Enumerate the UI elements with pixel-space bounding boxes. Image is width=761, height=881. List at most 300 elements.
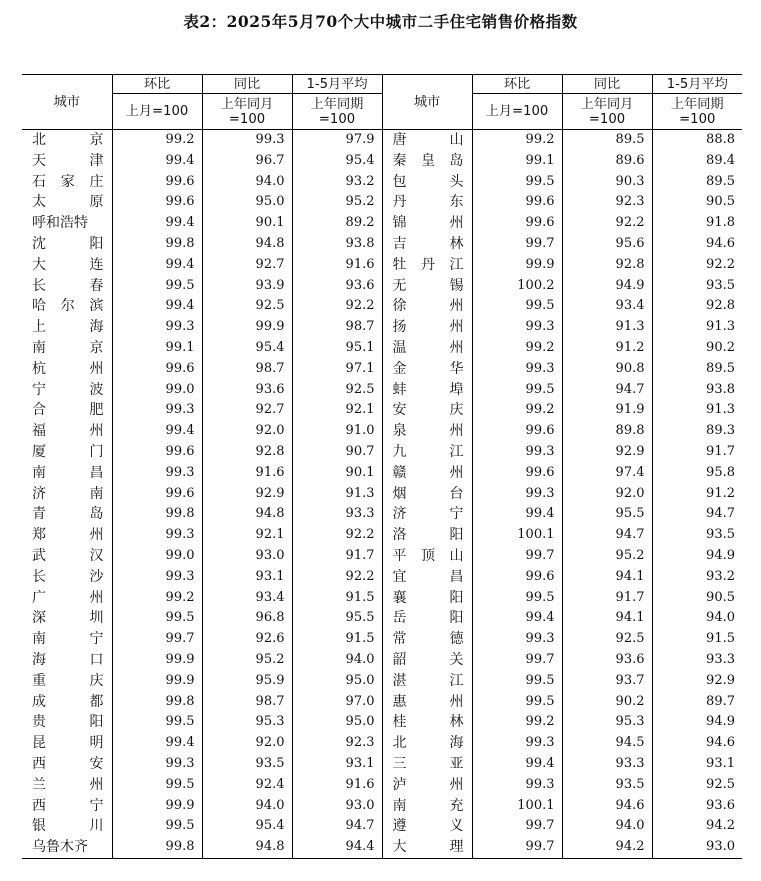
city-name-cell: 天 津	[32, 152, 104, 169]
table-row	[22, 525, 742, 546]
mom-index-cell: 99.3	[112, 400, 202, 421]
avg-index-cell: 94.4	[292, 837, 382, 858]
city-name-cell: 韶 关	[382, 650, 472, 671]
avg-index-cell: 89.2	[292, 213, 382, 234]
yoy-index-cell: 93.5	[562, 775, 652, 796]
table-row	[22, 692, 742, 713]
city-name-cell: 广 州	[32, 589, 104, 606]
yoy-index-cell: 89.5	[562, 130, 652, 151]
table-row	[22, 608, 742, 629]
table-row	[22, 192, 742, 213]
city-name-cell: 武 汉	[32, 547, 104, 564]
yoy-index-cell: 96.8	[202, 608, 292, 629]
avg-index-cell: 97.1	[292, 359, 382, 380]
city-name-cell: 九 江	[382, 442, 472, 463]
city-name-cell: 遵 义	[382, 816, 472, 837]
avg-index-cell: 93.0	[292, 796, 382, 817]
city-name-cell: 大 理	[382, 837, 472, 858]
avg-index-cell: 91.3	[652, 400, 742, 421]
city-name-cell: 无 锡	[382, 276, 472, 297]
mom-index-cell: 99.4	[112, 255, 202, 276]
mom-index-cell: 99.9	[112, 650, 202, 671]
yoy-index-cell: 95.9	[202, 671, 292, 692]
avg-index-cell: 93.1	[652, 754, 742, 775]
mom-index-cell: 99.4	[112, 733, 202, 754]
city-name-cell: 长 春	[32, 277, 104, 294]
avg-index-cell: 91.5	[292, 629, 382, 650]
avg-index-cell: 91.8	[652, 213, 742, 234]
mom-index-cell: 99.5	[472, 692, 562, 713]
mom-index-cell: 99.2	[472, 338, 562, 359]
yoy-index-cell: 95.4	[202, 816, 292, 837]
avg-index-cell: 95.4	[292, 151, 382, 172]
avg-index-cell: 91.7	[652, 442, 742, 463]
yoy-index-cell: 92.9	[202, 484, 292, 505]
yoy-index-cell: 92.5	[562, 629, 652, 650]
mom-index-cell: 99.3	[112, 463, 202, 484]
yoy-index-cell: 92.5	[202, 296, 292, 317]
yoy-index-cell: 94.7	[562, 525, 652, 546]
city-name-cell: 太 原	[32, 194, 104, 211]
yoy-index-cell: 92.0	[202, 421, 292, 442]
yoy-index-cell: 95.2	[202, 650, 292, 671]
avg-index-cell: 91.7	[292, 546, 382, 567]
header-yoy-base-right: 上年同月 =100	[562, 94, 652, 130]
mom-index-cell: 99.9	[472, 255, 562, 276]
avg-index-cell: 95.8	[652, 463, 742, 484]
avg-index-cell: 95.5	[292, 608, 382, 629]
yoy-index-cell: 90.3	[562, 172, 652, 193]
city-name-cell: 宁 波	[32, 381, 104, 398]
avg-index-cell: 89.5	[652, 172, 742, 193]
avg-index-cell: 93.8	[652, 380, 742, 401]
city-name-cell: 福 州	[32, 423, 104, 440]
avg-index-cell: 89.5	[652, 359, 742, 380]
yoy-index-cell: 94.8	[202, 234, 292, 255]
avg-index-cell: 93.5	[652, 525, 742, 546]
mom-index-cell: 99.2	[112, 130, 202, 151]
table-row	[22, 317, 742, 338]
avg-index-cell: 97.0	[292, 692, 382, 713]
avg-index-cell: 91.6	[292, 775, 382, 796]
table-row	[22, 276, 742, 297]
avg-index-cell: 93.3	[292, 504, 382, 525]
avg-index-cell: 94.0	[292, 650, 382, 671]
city-name-cell: 南 昌	[32, 464, 104, 481]
mom-index-cell: 99.1	[112, 338, 202, 359]
mom-index-cell: 99.6	[472, 213, 562, 234]
yoy-index-cell: 92.7	[202, 255, 292, 276]
city-name-cell: 北 京	[32, 132, 104, 148]
city-name-cell: 扬 州	[382, 317, 472, 338]
city-name-cell: 平 顶 山	[382, 546, 472, 567]
header-mom-left: 环比	[112, 75, 202, 94]
mom-index-cell: 99.2	[472, 400, 562, 421]
yoy-index-cell: 94.2	[562, 837, 652, 858]
header-mom-base-right: 上月=100	[472, 94, 562, 130]
avg-index-cell: 93.2	[652, 567, 742, 588]
table-row	[22, 255, 742, 276]
avg-index-cell: 91.3	[652, 317, 742, 338]
mom-index-cell: 99.5	[472, 172, 562, 193]
city-name-cell: 石 家 庄	[32, 173, 104, 190]
table-row	[22, 754, 742, 775]
city-name-cell: 襄 阳	[382, 588, 472, 609]
table-row	[22, 484, 742, 505]
city-name-cell: 宜 昌	[382, 567, 472, 588]
mom-index-cell: 99.8	[112, 837, 202, 858]
mom-index-cell: 99.3	[112, 317, 202, 338]
avg-index-cell: 90.5	[652, 192, 742, 213]
avg-index-cell: 89.7	[652, 692, 742, 713]
city-name-cell: 济 宁	[382, 504, 472, 525]
yoy-index-cell: 93.9	[202, 276, 292, 297]
mom-index-cell: 99.0	[112, 380, 202, 401]
table-row	[22, 671, 742, 692]
avg-index-cell: 91.5	[652, 629, 742, 650]
city-name-cell: 哈 尔 滨	[32, 298, 104, 315]
table-row	[22, 213, 742, 234]
mom-index-cell: 99.7	[472, 234, 562, 255]
yoy-index-cell: 92.1	[202, 525, 292, 546]
yoy-index-cell: 95.2	[562, 546, 652, 567]
table-row	[22, 712, 742, 733]
avg-index-cell: 92.5	[652, 775, 742, 796]
avg-index-cell: 94.9	[652, 712, 742, 733]
mom-index-cell: 99.3	[112, 525, 202, 546]
avg-index-cell: 94.7	[292, 816, 382, 837]
avg-index-cell: 93.8	[292, 234, 382, 255]
yoy-index-cell: 93.4	[562, 296, 652, 317]
city-name-cell: 银 川	[32, 818, 104, 835]
city-name-cell: 成 都	[32, 693, 104, 710]
yoy-index-cell: 93.6	[202, 380, 292, 401]
avg-index-cell: 89.3	[652, 421, 742, 442]
city-name-cell: 洛 阳	[382, 525, 472, 546]
table-row	[22, 796, 742, 817]
table-row	[22, 400, 742, 421]
yoy-index-cell: 90.8	[562, 359, 652, 380]
yoy-index-cell: 94.8	[202, 504, 292, 525]
yoy-index-cell: 93.1	[202, 567, 292, 588]
avg-index-cell: 94.6	[652, 733, 742, 754]
mom-index-cell: 99.4	[112, 296, 202, 317]
mom-index-cell: 99.0	[112, 546, 202, 567]
city-name-cell: 沈 阳	[32, 235, 104, 252]
mom-index-cell: 99.4	[112, 151, 202, 172]
mom-index-cell: 99.3	[472, 359, 562, 380]
city-name-cell: 西 宁	[32, 797, 104, 814]
mom-index-cell: 99.3	[472, 733, 562, 754]
yoy-index-cell: 96.7	[202, 151, 292, 172]
mom-index-cell: 99.3	[112, 754, 202, 775]
city-name-cell: 长 沙	[32, 568, 104, 585]
mom-index-cell: 99.7	[112, 629, 202, 650]
avg-index-cell: 92.2	[292, 296, 382, 317]
mom-index-cell: 99.3	[472, 442, 562, 463]
table-row	[22, 837, 742, 858]
city-name-cell: 南 京	[32, 339, 104, 356]
yoy-index-cell: 94.6	[562, 796, 652, 817]
yoy-index-cell: 98.7	[202, 692, 292, 713]
yoy-index-cell: 97.4	[562, 463, 652, 484]
avg-index-cell: 92.9	[652, 671, 742, 692]
price-index-table	[22, 74, 742, 859]
yoy-index-cell: 94.0	[562, 816, 652, 837]
mom-index-cell: 99.8	[112, 234, 202, 255]
mom-index-cell: 99.6	[112, 172, 202, 193]
yoy-index-cell: 99.9	[202, 317, 292, 338]
mom-index-cell: 99.3	[472, 775, 562, 796]
mom-index-cell: 99.7	[472, 546, 562, 567]
header-city-right: 城市	[382, 75, 472, 130]
city-name-cell: 杭 州	[32, 360, 104, 377]
avg-index-cell: 92.8	[652, 296, 742, 317]
table-row	[22, 359, 742, 380]
mom-index-cell: 99.6	[472, 421, 562, 442]
city-name-cell: 贵 阳	[32, 714, 104, 731]
mom-index-cell: 99.3	[472, 484, 562, 505]
mom-index-cell: 99.6	[112, 359, 202, 380]
avg-index-cell: 95.2	[292, 192, 382, 213]
yoy-index-cell: 95.0	[202, 192, 292, 213]
mom-index-cell: 99.6	[472, 567, 562, 588]
yoy-index-cell: 90.1	[202, 213, 292, 234]
city-name-cell: 金 华	[382, 359, 472, 380]
table-row	[22, 151, 742, 172]
yoy-index-cell: 94.7	[562, 380, 652, 401]
city-name-cell: 包 头	[382, 172, 472, 193]
avg-index-cell: 93.0	[652, 837, 742, 858]
table-row	[22, 588, 742, 609]
mom-index-cell: 99.3	[472, 629, 562, 650]
mom-index-cell: 99.7	[472, 650, 562, 671]
mom-index-cell: 99.4	[472, 504, 562, 525]
avg-index-cell: 89.4	[652, 151, 742, 172]
avg-index-cell: 93.6	[292, 276, 382, 297]
mom-index-cell: 99.5	[472, 588, 562, 609]
avg-index-cell: 97.9	[292, 130, 382, 151]
yoy-index-cell: 92.0	[562, 484, 652, 505]
yoy-index-cell: 91.7	[562, 588, 652, 609]
mom-index-cell: 99.5	[112, 276, 202, 297]
avg-index-cell: 95.0	[292, 712, 382, 733]
avg-index-cell: 93.5	[652, 276, 742, 297]
yoy-index-cell: 89.8	[562, 421, 652, 442]
mom-index-cell: 99.1	[472, 151, 562, 172]
yoy-index-cell: 95.6	[562, 234, 652, 255]
city-name-cell: 牡 丹 江	[382, 255, 472, 276]
avg-index-cell: 98.7	[292, 317, 382, 338]
avg-index-cell: 92.2	[292, 567, 382, 588]
city-name-cell: 厦 门	[32, 443, 104, 460]
header-yoy-base-left: 上年同月 =100	[202, 94, 292, 130]
mom-index-cell: 99.5	[112, 775, 202, 796]
table-row	[22, 504, 742, 525]
avg-index-cell: 90.1	[292, 463, 382, 484]
mom-index-cell: 99.6	[112, 484, 202, 505]
city-name-cell: 赣 州	[382, 463, 472, 484]
yoy-index-cell: 95.3	[562, 712, 652, 733]
avg-index-cell: 92.2	[652, 255, 742, 276]
yoy-index-cell: 92.9	[562, 442, 652, 463]
avg-index-cell: 91.0	[292, 421, 382, 442]
yoy-index-cell: 92.3	[562, 192, 652, 213]
mom-index-cell: 100.1	[472, 796, 562, 817]
yoy-index-cell: 92.6	[202, 629, 292, 650]
city-name-cell: 岳 阳	[382, 608, 472, 629]
yoy-index-cell: 89.6	[562, 151, 652, 172]
table-row	[22, 733, 742, 754]
avg-index-cell: 92.2	[292, 525, 382, 546]
table-row	[22, 442, 742, 463]
header-avg-base-left: 上年同期 =100	[292, 94, 382, 130]
table-row	[22, 816, 742, 837]
city-name-cell: 锦 州	[382, 213, 472, 234]
city-name-cell: 泉 州	[382, 421, 472, 442]
avg-index-cell: 91.3	[292, 484, 382, 505]
yoy-index-cell: 93.5	[202, 754, 292, 775]
city-name-cell: 郑 州	[32, 527, 104, 544]
yoy-index-cell: 94.1	[562, 567, 652, 588]
header-yoy-left: 同比	[202, 75, 292, 94]
mom-index-cell: 99.4	[472, 754, 562, 775]
table-row	[22, 130, 742, 151]
city-name-cell: 常 德	[382, 629, 472, 650]
mom-index-cell: 99.6	[472, 192, 562, 213]
yoy-index-cell: 92.4	[202, 775, 292, 796]
city-name-cell: 合 肥	[32, 402, 104, 419]
city-name-cell: 深 圳	[32, 610, 104, 627]
mom-index-cell: 99.3	[112, 567, 202, 588]
table-row	[22, 172, 742, 193]
avg-index-cell: 90.5	[652, 588, 742, 609]
table-row	[22, 380, 742, 401]
city-name-cell: 湛 江	[382, 671, 472, 692]
city-name-cell: 丹 东	[382, 192, 472, 213]
table-row	[22, 338, 742, 359]
city-name-cell: 海 口	[32, 651, 104, 668]
mom-index-cell: 99.7	[472, 816, 562, 837]
city-name-cell: 兰 州	[32, 776, 104, 793]
header-city-left: 城市	[53, 94, 80, 110]
avg-index-cell: 94.7	[652, 504, 742, 525]
avg-index-cell: 92.5	[292, 380, 382, 401]
mom-index-cell: 99.2	[112, 588, 202, 609]
mom-index-cell: 99.5	[112, 608, 202, 629]
avg-index-cell: 92.3	[292, 733, 382, 754]
yoy-index-cell: 98.7	[202, 359, 292, 380]
city-name-cell: 大 连	[32, 256, 104, 273]
yoy-index-cell: 94.1	[562, 608, 652, 629]
yoy-index-cell: 95.4	[202, 338, 292, 359]
table-row	[22, 296, 742, 317]
yoy-index-cell: 90.2	[562, 692, 652, 713]
yoy-index-cell: 92.8	[202, 442, 292, 463]
mom-index-cell: 100.1	[472, 525, 562, 546]
yoy-index-cell: 91.9	[562, 400, 652, 421]
avg-index-cell: 94.0	[652, 608, 742, 629]
city-name-cell: 呼和浩特	[32, 215, 88, 232]
city-name-cell: 吉 林	[382, 234, 472, 255]
city-name-cell: 青 岛	[32, 506, 104, 523]
avg-index-cell: 95.1	[292, 338, 382, 359]
yoy-index-cell: 91.2	[562, 338, 652, 359]
header-yoy-right: 同比	[562, 75, 652, 94]
mom-index-cell: 99.2	[472, 712, 562, 733]
mom-index-cell: 99.9	[112, 671, 202, 692]
mom-index-cell: 99.6	[472, 463, 562, 484]
yoy-index-cell: 94.0	[202, 796, 292, 817]
avg-index-cell: 94.9	[652, 546, 742, 567]
city-name-cell: 温 州	[382, 338, 472, 359]
yoy-index-cell: 95.5	[562, 504, 652, 525]
yoy-index-cell: 91.6	[202, 463, 292, 484]
header-avg-left: 1-5月平均	[292, 75, 382, 94]
city-name-cell: 烟 台	[382, 484, 472, 505]
mom-index-cell: 99.8	[112, 504, 202, 525]
avg-index-cell: 94.6	[652, 234, 742, 255]
avg-index-cell: 88.8	[652, 130, 742, 151]
header-mom-right: 环比	[472, 75, 562, 94]
yoy-index-cell: 91.3	[562, 317, 652, 338]
avg-index-cell: 93.1	[292, 754, 382, 775]
avg-index-cell: 93.2	[292, 172, 382, 193]
table-row	[22, 421, 742, 442]
yoy-index-cell: 93.3	[562, 754, 652, 775]
avg-index-cell: 93.6	[652, 796, 742, 817]
city-name-cell: 唐 山	[382, 130, 472, 151]
city-name-cell: 乌鲁木齐	[32, 839, 88, 856]
mom-index-cell: 99.5	[472, 671, 562, 692]
header-avg-right: 1-5月平均	[652, 75, 742, 94]
city-name-cell: 南 充	[382, 796, 472, 817]
table-row	[22, 567, 742, 588]
city-name-cell: 泸 州	[382, 775, 472, 796]
yoy-index-cell: 94.5	[562, 733, 652, 754]
avg-index-cell: 92.1	[292, 400, 382, 421]
city-name-cell: 徐 州	[382, 296, 472, 317]
avg-index-cell: 90.2	[652, 338, 742, 359]
yoy-index-cell: 94.9	[562, 276, 652, 297]
city-name-cell: 蚌 埠	[382, 380, 472, 401]
city-name-cell: 上 海	[32, 319, 104, 336]
mom-index-cell: 99.6	[112, 192, 202, 213]
table-row	[22, 650, 742, 671]
mom-index-cell: 99.9	[112, 796, 202, 817]
mom-index-cell: 99.6	[112, 442, 202, 463]
mom-index-cell: 100.2	[472, 276, 562, 297]
avg-index-cell: 94.2	[652, 816, 742, 837]
yoy-index-cell: 92.0	[202, 733, 292, 754]
table-row	[22, 775, 742, 796]
yoy-index-cell: 93.4	[202, 588, 292, 609]
city-name-cell: 西 安	[32, 755, 104, 772]
avg-index-cell: 91.6	[292, 255, 382, 276]
yoy-index-cell: 92.7	[202, 400, 292, 421]
avg-index-cell: 91.5	[292, 588, 382, 609]
mom-index-cell: 99.8	[112, 692, 202, 713]
city-name-cell: 安 庆	[382, 400, 472, 421]
mom-index-cell: 99.4	[472, 608, 562, 629]
mom-index-cell: 99.7	[472, 837, 562, 858]
avg-index-cell: 93.3	[652, 650, 742, 671]
yoy-index-cell: 92.8	[562, 255, 652, 276]
city-name-cell: 南 宁	[32, 631, 104, 648]
city-name-cell: 秦 皇 岛	[382, 151, 472, 172]
yoy-index-cell: 99.3	[202, 130, 292, 151]
mom-index-cell: 99.5	[472, 296, 562, 317]
